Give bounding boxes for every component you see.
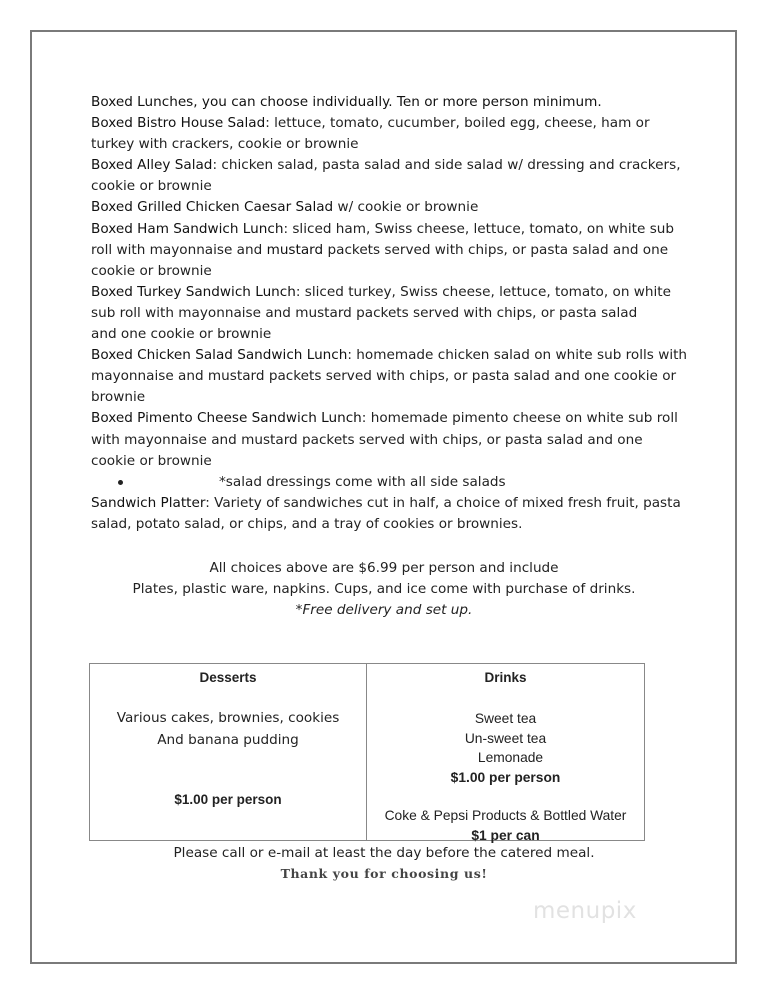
menu-item-name: Sandwich Platter [91, 494, 206, 511]
menu-item-name: Boxed Alley Salad [91, 157, 213, 174]
soda-price: $1 per can [471, 827, 540, 843]
drinks-column [367, 664, 644, 843]
bullet-note-text: *salad dressings come with all side salads [219, 473, 506, 490]
desserts-header: Desserts [199, 670, 257, 685]
desserts-price: $1.00 per person [174, 792, 282, 807]
menu-item-desc: : sliced ham, Swiss cheese, lettuce, tomato, on white sub roll with mayonnaise and [91, 220, 675, 258]
drinks-header: Drinks [484, 670, 527, 685]
menu-intro: Boxed Lunches, you can choose individually. Ten or more person minimum. [91, 94, 602, 110]
pricing-line: Plates, plastic ware, napkins. Cups, and ice come with purchase of drinks. [132, 581, 636, 598]
menu-item [91, 219, 691, 282]
drinks-items [367, 709, 644, 845]
menu-item-name: Boxed Chicken Salad Sandwich Lunch [91, 347, 348, 364]
menu-item-desc: : homemade pimento cheese on white sub roll with mayonnaise and mustard packets served with chips, or pasta salad and one cookie or brownie [91, 410, 678, 469]
menu-item-desc: : lettuce, tomato, cucumber, boiled egg, cheese, ham or turkey with crackers, cookie or brownie [91, 115, 650, 153]
menu-item-name: Boxed Bistro House Salad [91, 115, 266, 132]
menu-item-desc: w/ cookie or brownie [333, 199, 479, 216]
menu-item-name: Boxed Grilled Chicken Caesar Salad [91, 199, 334, 216]
desserts-drinks-table [89, 663, 645, 841]
menu-item-name: Boxed Pimento Cheese Sandwich Lunch [91, 410, 362, 427]
menu-item-desc: and one cookie or brownie [91, 326, 272, 343]
menu-item-desc-emphasis: mustard [266, 241, 324, 258]
bullet-note [91, 472, 691, 493]
drinks-price: $1.00 per person [450, 769, 561, 785]
menu-item-name: Boxed Turkey Sandwich Lunch [91, 283, 296, 300]
menu-item-desc: : chicken salad, pasta salad and side salad w/ dressing and crackers, cookie or brownie [91, 157, 681, 195]
bullet-icon [118, 480, 123, 485]
menu-item-desc: : sliced turkey, Swiss cheese, lettuce, tomato, on white [295, 283, 671, 300]
menu-item [91, 113, 691, 155]
menu-item [91, 282, 691, 345]
menu-item [91, 408, 691, 471]
boxed-lunch-menu [91, 92, 691, 535]
menu-item-desc: : Variety of sandwiches cut in half, a choice of mixed fresh fruit, pasta salad, potato salad, or chips, and a tray of cookies or brownies. [91, 494, 681, 532]
drink-item: Sweet tea [474, 711, 537, 726]
call-ahead-note: Please call or e-mail at least the day before the catered meal. [173, 845, 595, 861]
menu-item [91, 197, 691, 218]
drink-item: Un-sweet tea [464, 730, 547, 746]
menu-item-desc: sub roll with mayonnaise and mustard packets served with chips, or pasta salad [91, 304, 638, 321]
soda-item: Coke & Pepsi Products & Bottled Water [384, 808, 627, 823]
dessert-line: Various cakes, brownies, cookies [116, 710, 340, 726]
delivery-note: *Free delivery and set up. [295, 602, 473, 619]
dessert-line: And banana pudding [157, 731, 299, 748]
menupix-watermark: menupix [533, 898, 637, 924]
desserts-column [90, 664, 367, 840]
pricing-line: All choices above are $6.99 per person and include [209, 560, 559, 576]
menu-item-name: Boxed Ham Sandwich Lunch [91, 220, 284, 237]
menu-item [91, 155, 691, 197]
thank-you-note: Thank you for choosing us! [280, 866, 488, 881]
pricing-info [91, 558, 677, 621]
menu-item-desc: : homemade chicken salad on white sub rolls with mayonnaise and mustard packets served with chips, or pasta salad and one cookie or brownie [91, 347, 688, 406]
menu-item [91, 493, 691, 535]
desserts-items [90, 708, 366, 751]
menu-item [91, 345, 691, 408]
menu-item-desc: packets served with chips, or pasta salad and one cookie or brownie [91, 241, 669, 279]
drink-item: Lemonade [477, 750, 544, 765]
